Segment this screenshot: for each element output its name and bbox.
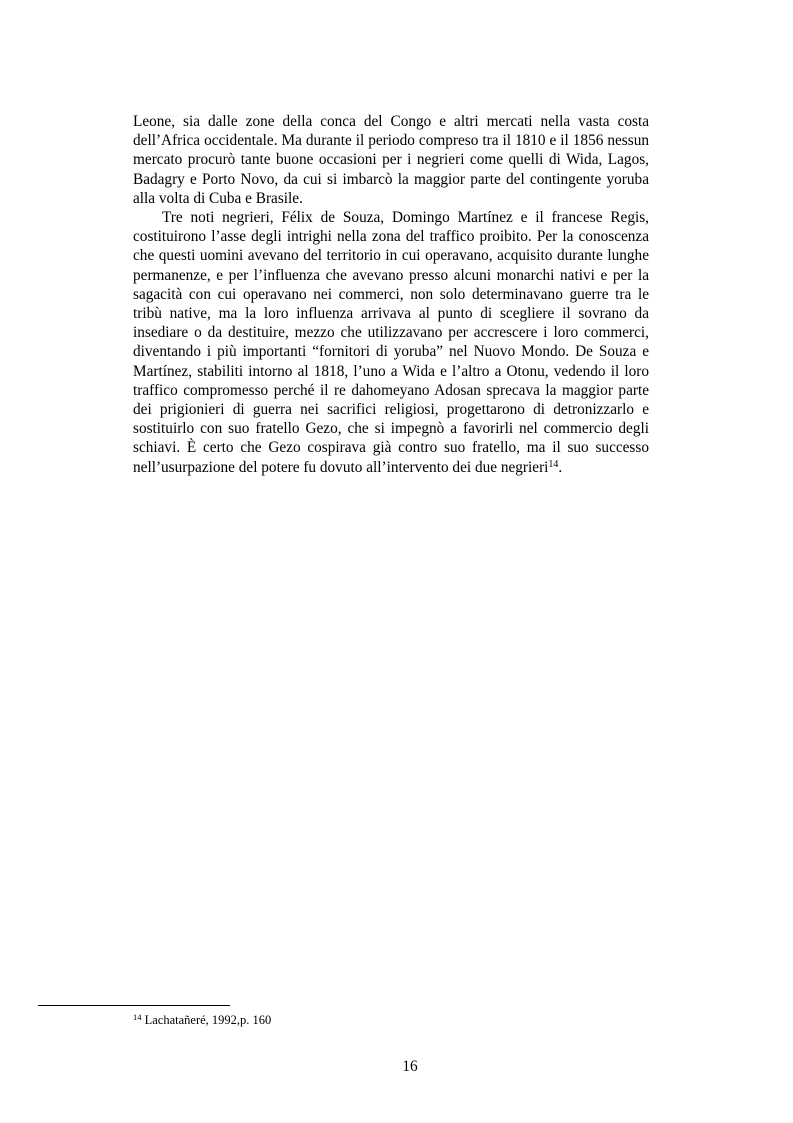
paragraph-text: Leone, sia dalle zone della conca del Congo e altri mercati nella vasta costa dell’Africa occidentale. Ma durante il periodo compreso tra il 1810 e il 1856 nessun mercato procurò tante buone occasioni per i negrieri come quelli di Wida, Lagos, Badagry e Porto Novo, da cui si imbarcò la maggior parte del contingente yoruba alla volta di Cuba e Brasile. (133, 113, 649, 207)
footnote-number: 14 (133, 1012, 142, 1022)
footnote (133, 1012, 271, 1028)
footnote-reference[interactable]: 14 (548, 458, 559, 470)
paragraph-end: . (558, 458, 563, 476)
footnote-text: Lachatañeré, 1992,p. 160 (141, 1013, 272, 1027)
page-number: 16 (402, 1058, 418, 1075)
paragraph-text: Tre noti negrieri, Félix de Souza, Domingo Martínez e il francese Regis, costituirono l’asse degli intrighi nella zona del traffico proibito. Per la conoscenza che questi uomini avevano del territorio in cui operavano, acquisito durante lunghe permanenze, e per l’influenza che avevano presso alcuni monarchi nativi e per la sagacità con cui operavano nei commerci, non solo determinavano guerre tra le tribù native, ma la loro influenza arrivava al punto di scegliere il sovrano da insediare o da destituire, mezzo che utilizzavano per accrescere i loro commerci, diventando i più importanti “fornitori di yoruba” nel Nuovo Mondo. De Souza e Martínez, stabiliti intorno al 1818, l’uno a Wida e l’altro a Otonu, vedendo il loro traffico compromesso perché il re dahomeyano Adosan sprecava la maggior parte dei prigionieri di guerra nei sacrifici religiosi, progettarono di detronizzarlo e sostituirlo con suo fratello Gezo, che si impegnò a favorirli nel commercio degli schiavi. È certo che Gezo cospirava già contro suo fratello, ma il suo successo nell’usurpazione del potere fu dovuto all’intervento dei due negrieri (133, 209, 649, 476)
paragraph (133, 208, 649, 477)
body-text (133, 112, 649, 477)
footnote-separator (38, 1005, 230, 1006)
paragraph (133, 112, 649, 208)
